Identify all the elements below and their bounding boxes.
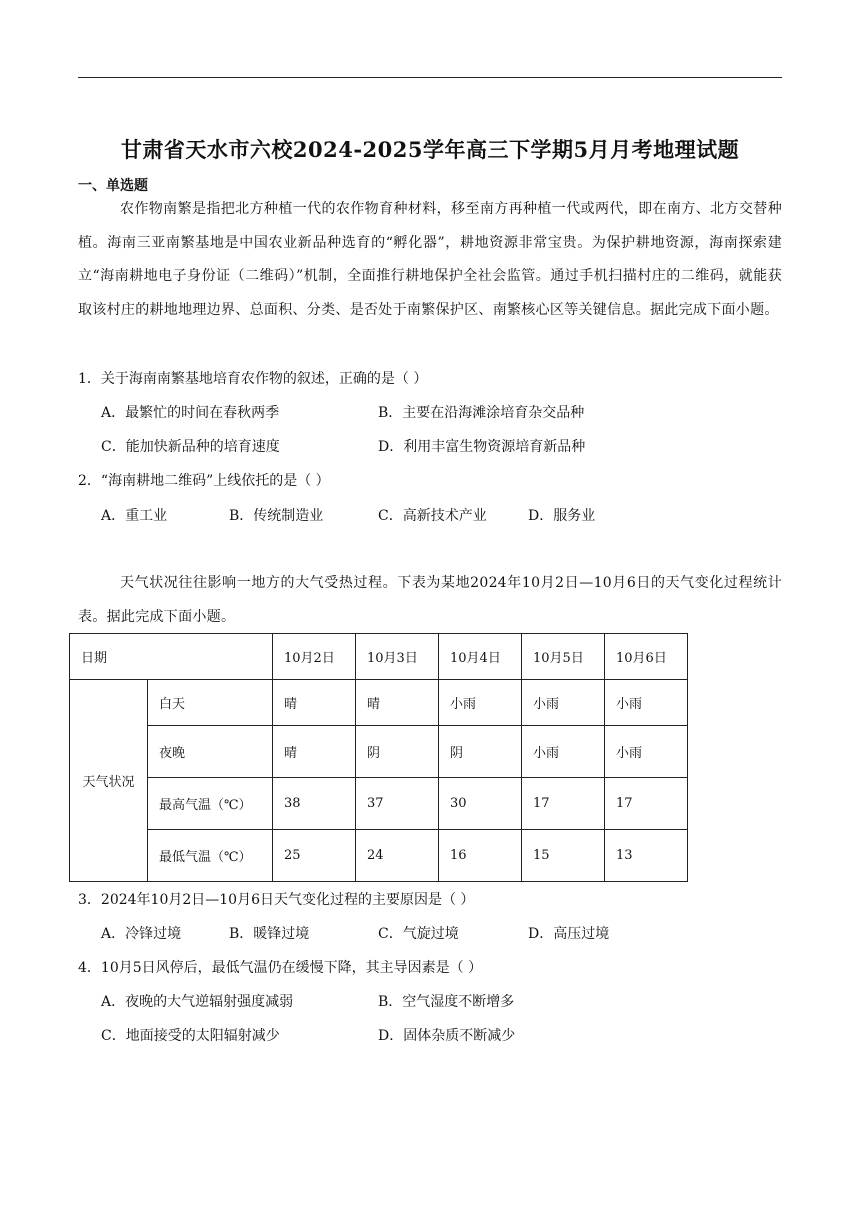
table-row-label: 白天	[148, 680, 273, 726]
table-row	[70, 680, 688, 726]
table-cell: 13	[605, 830, 688, 882]
question-2-option-b: B．传统制造业	[229, 508, 324, 524]
question-1-stem: 1．关于海南南繁基地培育农作物的叙述，正确的是（ ）	[78, 371, 428, 387]
question-2-option-d: D．服务业	[528, 508, 596, 524]
question-3-option-c: C．气旋过境	[378, 926, 459, 942]
question-1-option-c: C．能加快新品种的培育速度	[101, 439, 280, 455]
table-date-cell: 10月5日	[522, 634, 605, 680]
question-4-option-d: D．固体杂质不断减少	[378, 1028, 516, 1044]
table-cell: 小雨	[605, 726, 688, 778]
question-3-option-d: D．高压过境	[528, 926, 610, 942]
table-cell: 阴	[439, 726, 522, 778]
table-cell: 30	[439, 778, 522, 830]
table-date-cell: 10月6日	[605, 634, 688, 680]
section-heading: 一、单选题	[78, 178, 148, 194]
question-2-stem: 2．“海南耕地二维码”上线依托的是（ ）	[78, 473, 330, 489]
table-cell: 小雨	[522, 726, 605, 778]
question-4-option-b: B．空气湿度不断增多	[378, 994, 515, 1010]
table-cell: 17	[605, 778, 688, 830]
passage-weather: 天气状况往往影响一地方的大气受热过程。下表为某地2024年10月2日—10月6日的天气变化过程统计表。据此完成下面小题。	[78, 575, 782, 625]
question-4-option-c: C．地面接受的太阳辐射减少	[101, 1028, 280, 1044]
table-row	[70, 726, 688, 778]
table-row-label: 最低气温（℃）	[148, 830, 273, 882]
table-cell: 小雨	[522, 680, 605, 726]
table-cell: 24	[356, 830, 439, 882]
table-date-cell: 10月4日	[439, 634, 522, 680]
table-category-cell: 天气状况	[70, 680, 148, 882]
header-rule	[78, 77, 782, 78]
table-header-row	[70, 634, 688, 680]
question-1-option-b: B．主要在沿海滩涂培育杂交品种	[378, 405, 585, 421]
table-cell: 小雨	[439, 680, 522, 726]
table-header-label: 日期	[70, 634, 273, 680]
passage-nanfan: 农作物南繁是指把北方种植一代的农作物育种材料，移至南方再种植一代或两代，即在南方、北方交替种植。海南三亚南繁基地是中国农业新品种选育的“孵化器”，耕地资源非常宝贵。为保护耕地资源，海南探索建立“海南耕地电子身份证（二维码）”机制，全面推行耕地保护全社会监管。通过手机扫描村庄的二维码，就能获取该村庄的耕地地理边界、总面积、分类、是否处于南繁保护区、南繁核心区等关键信息。据此完成下面小题。	[78, 201, 782, 318]
page-title: 甘肃省天水市六校2024-2025学年高三下学期5月月考地理试题	[120, 137, 740, 162]
table-cell: 37	[356, 778, 439, 830]
table-cell: 16	[439, 830, 522, 882]
table-cell: 17	[522, 778, 605, 830]
weather-table	[69, 633, 688, 882]
table-cell: 晴	[273, 726, 356, 778]
table-row	[70, 830, 688, 882]
question-3-option-b: B．暖锋过境	[229, 926, 310, 942]
table-row	[70, 778, 688, 830]
question-3-option-a: A．冷锋过境	[101, 926, 182, 942]
table-row-label: 夜晚	[148, 726, 273, 778]
table-cell: 15	[522, 830, 605, 882]
table-date-cell: 10月2日	[273, 634, 356, 680]
question-2-option-c: C．高新技术产业	[378, 508, 487, 524]
question-2-option-a: A．重工业	[101, 508, 168, 524]
table-cell: 25	[273, 830, 356, 882]
table-cell: 晴	[356, 680, 439, 726]
table-row-label: 最高气温（℃）	[148, 778, 273, 830]
question-1-option-a: A．最繁忙的时间在春秋两季	[101, 405, 280, 421]
table-cell: 38	[273, 778, 356, 830]
question-1-option-d: D．利用丰富生物资源培育新品种	[378, 439, 586, 455]
table-cell: 晴	[273, 680, 356, 726]
table-cell: 阴	[356, 726, 439, 778]
question-4-option-a: A．夜晚的大气逆辐射强度减弱	[101, 994, 294, 1010]
table-cell: 小雨	[605, 680, 688, 726]
table-date-cell: 10月3日	[356, 634, 439, 680]
question-4-stem: 4．10月5日风停后，最低气温仍在缓慢下降，其主导因素是（ ）	[78, 960, 483, 976]
question-3-stem: 3．2024年10月2日—10月6日天气变化过程的主要原因是（ ）	[78, 892, 475, 908]
